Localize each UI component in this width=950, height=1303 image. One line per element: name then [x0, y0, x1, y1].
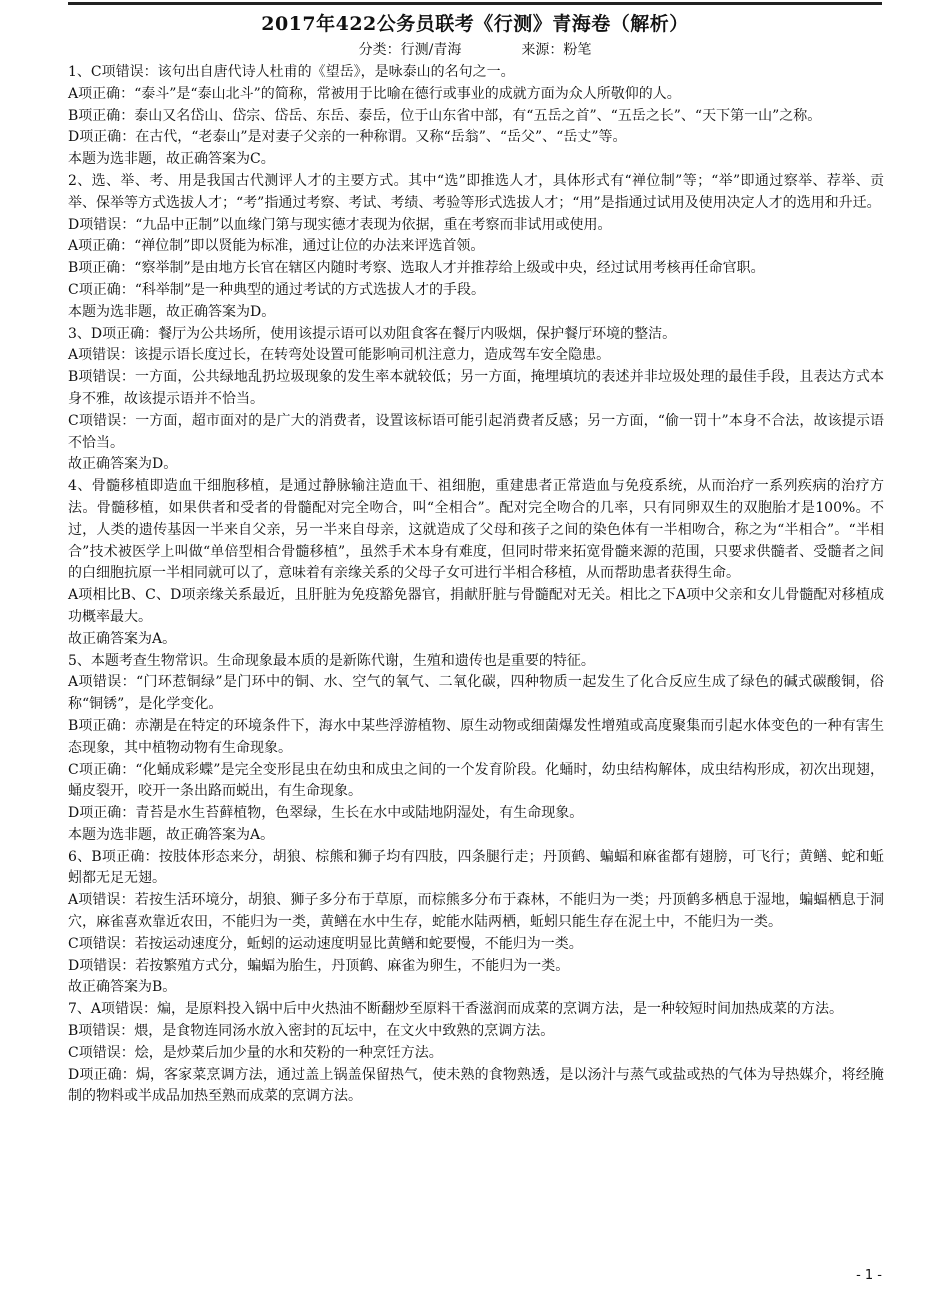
paragraph: 6、B项正确：按肢体形态来分，胡狼、棕熊和狮子均有四肢，四条腿行走；丹顶鹤、蝙蝠和麻雀都有翅膀，可飞行；黄鳝、蛇和蚯蚓都无足无翅。	[68, 848, 884, 887]
paragraph: D项正确：青苔是水生苔藓植物，色翠绿，生长在水中或陆地阴湿处，有生命现象。	[68, 805, 584, 822]
paragraph: A项正确：“禅位制”即以贤能为标准，通过让位的办法来评选首领。	[68, 238, 485, 255]
meta-line	[0, 40, 950, 60]
paragraph: C项错误：一方面，超市面对的是广大的消费者，设置该标语可能引起消费者反感；另一方面，“偷一罚十”本身不合法，故该提示语不恰当。	[68, 412, 884, 451]
paragraph: 7、A项错误：煸，是原料投入锅中后中火热油不断翻炒至原料干香滋润而成菜的烹调方法，是一种较短时间加热成菜的方法。	[68, 1001, 844, 1018]
paragraph: A项错误：“门环惹铜绿”是门环中的铜、水、空气的氧气、二氧化碳，四种物质一起发生了化合反应生成了绿色的碱式碳酸铜，俗称“铜锈”，是化学变化。	[68, 674, 884, 713]
paragraph: 3、D项正确：餐厅为公共场所，使用该提示语可以劝阻食客在餐厅内吸烟，保护餐厅环境的整洁。	[68, 325, 677, 342]
paragraph: 5、本题考查生物常识。生命现象最本质的是新陈代谢，生殖和遗传也是重要的特征。	[68, 652, 595, 669]
paragraph: D项正确：在古代，“老泰山”是对妻子父亲的一种称谓。又称“岳翁”、“岳父”、“岳丈”等。	[68, 129, 627, 146]
paragraph: C项正确：“化蛹成彩蝶”是完全变形昆虫在幼虫和成虫之间的一个发育阶段。化蛹时，幼虫结构解体，成虫结构形成，初次出现翅，蛹皮裂开，咬开一条出路而蜕出，有生命现象。	[68, 761, 884, 800]
source-label: 来源：粉笔	[521, 42, 592, 58]
paragraph: 2、选、举、考、用是我国古代测评人才的主要方式。其中“选”即推选人才，具体形式有“禅位制”等；“举”即通过察举、荐举、贡举、保举等方式选拔人才；“考”指通过考察、考试、考绩、考验等形式选拔人才；“用”是指通过试用及使用决定人才的选用和升迁。	[68, 172, 884, 211]
document-body	[68, 62, 884, 1108]
paragraph: C项正确：“科举制”是一种典型的通过考试的方式选拔人才的手段。	[68, 281, 486, 298]
paragraph: 1、C项错误：该句出自唐代诗人杜甫的《望岳》，是咏泰山的名句之一。	[68, 64, 515, 80]
page-number: - 1 -	[856, 1268, 882, 1283]
paragraph: A项错误：若按生活环境分，胡狼、狮子多分布于草原，而棕熊多分布于森林，不能归为一类；丹顶鹤多栖息于湿地，蝙蝠栖息于洞穴，麻雀喜欢靠近农田，不能归为一类，黄鳝在水中生存，蛇能水陆两栖，蚯蚓只能生存在泥土中，不能归为一类。	[68, 892, 884, 931]
page-title: 2017年422公务员联考《行测》青海卷（解析）	[261, 13, 689, 35]
paragraph: B项正确：赤潮是在特定的环境条件下，海水中某些浮游植物、原生动物或细菌爆发性增殖或高度聚集而引起水体变色的一种有害生态现象，其中植物动物有生命现象。	[68, 717, 884, 756]
paragraph: 4、骨髓移植即造血干细胞移植，是通过静脉输注造血干、祖细胞，重建患者正常造血与免疫系统，从而治疗一系列疾病的治疗方法。骨髓移植，如果供者和受者的骨髓配对完全吻合，叫“全相合”。配对完全吻合的几率，只有同卵双生的双胞胎才是100%。不过，人类的遗传基因一半来自父亲，另一半来自母亲，这就造成了父母和孩子之间的染色体有一半相吻合，称之为“半相合”。“半相合”技术被医学上叫做“单倍型相合骨髓移植”，虽然手术本身有难度，但同时带来拓宽骨髓来源的范围，只要求供髓者、受髓者之间的白细胞抗原一半相同就可以了，意味着有亲缘关系的父母子女可进行半相合移植，从而帮助患者获得生命。	[68, 478, 884, 582]
paragraph: B项错误：煨，是食物连同汤水放入密封的瓦坛中，在文火中致熟的烹调方法。	[68, 1023, 555, 1040]
paragraph: A项错误：该提示语长度过长，在转弯处设置可能影响司机注意力，造成驾车安全隐患。	[68, 347, 611, 364]
paragraph: 本题为选非题，故正确答案为C。	[68, 151, 275, 168]
paragraph: B项正确：泰山又名岱山、岱宗、岱岳、东岳、泰岳，位于山东省中部，有“五岳之首”、“五岳之长”、“天下第一山”之称。	[68, 107, 822, 124]
paragraph: B项错误：一方面，公共绿地乱扔垃圾现象的发生率本就较低；另一方面，掩埋填坑的表述并非垃圾处理的最佳手段，且表达方式本身不雅，故该提示语并不恰当。	[68, 369, 884, 407]
paragraph: D项错误：“九品中正制”以血缘门第与现实德才表现为依据，重在考察而非试用或使用。	[68, 216, 612, 233]
paragraph: A项正确：“泰斗”是“泰山北斗”的简称，常被用于比喻在德行或事业的成就方面为众人所敬仰的人。	[68, 85, 681, 102]
paragraph: C项错误：烩，是炒菜后加少量的水和芡粉的一种烹饪方法。	[68, 1044, 443, 1061]
top-rule	[68, 2, 882, 5]
paragraph: D项错误：若按繁殖方式分，蝙蝠为胎生，丹顶鹤、麻雀为卵生，不能归为一类。	[68, 957, 570, 974]
paragraph: 本题为选非题，故正确答案为D。	[68, 303, 276, 320]
paragraph: 故正确答案为A。	[68, 630, 177, 647]
paragraph: A项相比B、C、D项亲缘关系最近，且肝脏为免疫豁免器官，捐献肝脏与骨髓配对无关。相比之下A项中父亲和女儿骨髓配对移植成功概率最大。	[68, 587, 884, 625]
paragraph: D项正确：焗，客家菜烹调方法，通过盖上锅盖保留热气，使未熟的食物熟透，是以汤汁与蒸气或盐或热的气体为导热媒介，将经腌制的物料或半成品加热至熟而成菜的烹调方法。	[68, 1066, 884, 1105]
paragraph: 故正确答案为B。	[68, 979, 177, 996]
category-label: 分类：行测/青海	[358, 42, 462, 58]
paragraph: 本题为选非题，故正确答案为A。	[68, 826, 275, 843]
paragraph: B项正确：“察举制”是由地方长官在辖区内随时考察、选取人才并推荐给上级或中央，经过试用考核再任命官职。	[68, 260, 765, 277]
paragraph: C项错误：若按运动速度分，蚯蚓的运动速度明显比黄鳝和蛇要慢，不能归为一类。	[68, 935, 583, 952]
paragraph: 故正确答案为D。	[68, 456, 178, 473]
